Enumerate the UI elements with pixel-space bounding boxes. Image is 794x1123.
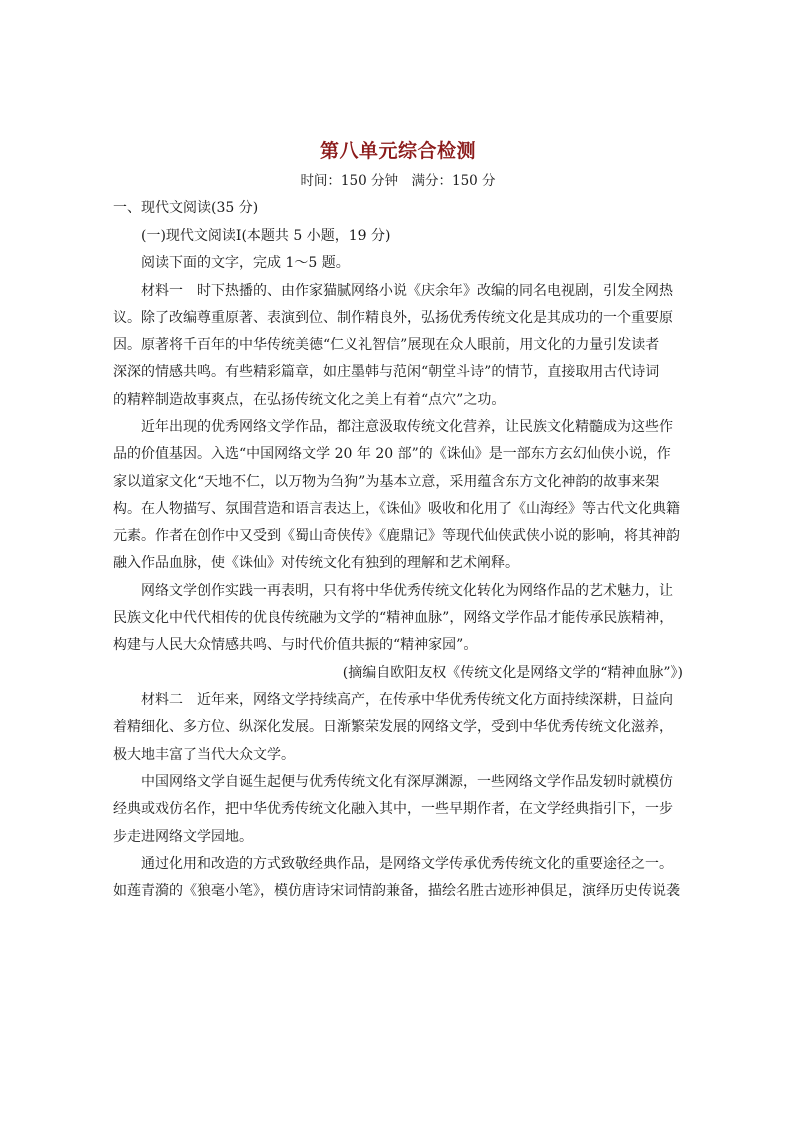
text-line: 议。除了改编尊重原著、表演到位、制作精良外，弘扬优秀传统文化是其成功的一个重要原 bbox=[113, 309, 673, 326]
text-line: 构。在人物描写、氛围营造和语言表达上，《诛仙》吸收和化用了《山海经》等古代文化典籍 bbox=[113, 500, 680, 517]
text-line: 因。原著将千百年的中华传统美德“仁义礼智信”展现在众人眼前，用文化的力量引发读者 bbox=[113, 337, 660, 354]
text-line: 材料二 近年来，网络文学持续高产，在传承中华优秀传统文化方面持续深耕，日益向 bbox=[141, 692, 673, 709]
text-line: 构建与人民大众情感共鸣、与时代价值共振的“精神家园”。 bbox=[113, 637, 478, 654]
section-heading: 一、现代文阅读(35 分) bbox=[113, 200, 259, 216]
text-line: 着精细化、多方位、纵深化发展。日渐繁荣发展的网络文学，受到中华优秀传统文化滋养， bbox=[113, 719, 673, 736]
material1-paragraph-3 bbox=[113, 578, 683, 660]
reading-instruction: 阅读下面的文字，完成 1～5 题。 bbox=[141, 255, 350, 271]
text-line: 元素。作者在创作中又受到《蜀山奇侠传》《鹿鼎记》等现代仙侠武侠小说的影响，将其神韵 bbox=[113, 528, 680, 545]
text-line: 通过化用和改造的方式致敬经典作品，是网络文学传承优秀传统文化的重要途径之一。 bbox=[141, 855, 673, 872]
material2-paragraph-3 bbox=[113, 851, 683, 906]
text-line: 民族文化中代代相传的优良传统融为文学的“精神血脉”，网络文学作品才能传承民族精神， bbox=[113, 610, 674, 627]
sub-section-heading: (一)现代文阅读Ⅰ(本题共 5 小题，19 分) bbox=[141, 227, 391, 244]
text-line: 近年出现的优秀网络文学作品，都注意汲取传统文化营养，让民族文化精髓成为这些作 bbox=[141, 418, 673, 435]
text-line: 材料一 时下热播的、由作家猫腻网络小说《庆余年》改编的同名电视剧，引发全网热 bbox=[141, 282, 673, 299]
text-line: 极大地丰富了当代大众文学。 bbox=[113, 746, 295, 763]
text-line: 网络文学创作实践一再表明，只有将中华优秀传统文化转化为网络作品的艺术魅力，让 bbox=[141, 582, 673, 599]
text-line: 家以道家文化“天地不仁，以万物为刍狗”为基本立意，采用蕴含东方文化神韵的故事来架 bbox=[113, 473, 660, 490]
material1-paragraph-2 bbox=[113, 414, 683, 578]
text-line: 品的价值基因。入选“中国网络文学 20 年 20 部”的《诛仙》是一部东方玄幻仙侠小说，作 bbox=[113, 446, 671, 463]
text-line: 步走进网络文学园地。 bbox=[113, 828, 253, 845]
exam-time-score: 时间：150 分钟 满分：150 分 bbox=[300, 173, 496, 189]
material2-paragraph-2 bbox=[113, 769, 683, 851]
text-line: 融入作品血脉，使《诛仙》对传统文化有独到的理解和艺术阐释。 bbox=[113, 555, 519, 572]
material1-paragraph-1 bbox=[113, 278, 683, 414]
page-title: 第八单元综合检测 bbox=[319, 140, 476, 162]
text-line: 如莲青漪的《狼毫小笔》，模仿唐诗宋词情韵兼备，描绘名胜古迹形神俱足，演绎历史传说袭 bbox=[113, 883, 680, 900]
text-line: 的精粹制造故事爽点，在弘扬传统文化之美上有着“点穴”之功。 bbox=[113, 391, 506, 408]
material2-paragraph-1 bbox=[113, 687, 683, 769]
text-line: 经典或戏仿名作，把中华优秀传统文化融入其中，一些早期作者，在文学经典指引下，一步 bbox=[113, 801, 673, 818]
document-content bbox=[113, 135, 683, 906]
material1-source: (摘编自欧阳友权《传统文化是网络文学的“精神血脉”》) bbox=[342, 664, 683, 681]
text-line: 中国网络文学自诞生起便与优秀传统文化有深厚渊源，一些网络文学作品发轫时就模仿 bbox=[141, 774, 673, 791]
text-line: 深深的情感共鸣。有些精彩篇章，如庄墨韩与范闲“朝堂斗诗”的情节，直接取用古代诗词 bbox=[113, 364, 660, 381]
